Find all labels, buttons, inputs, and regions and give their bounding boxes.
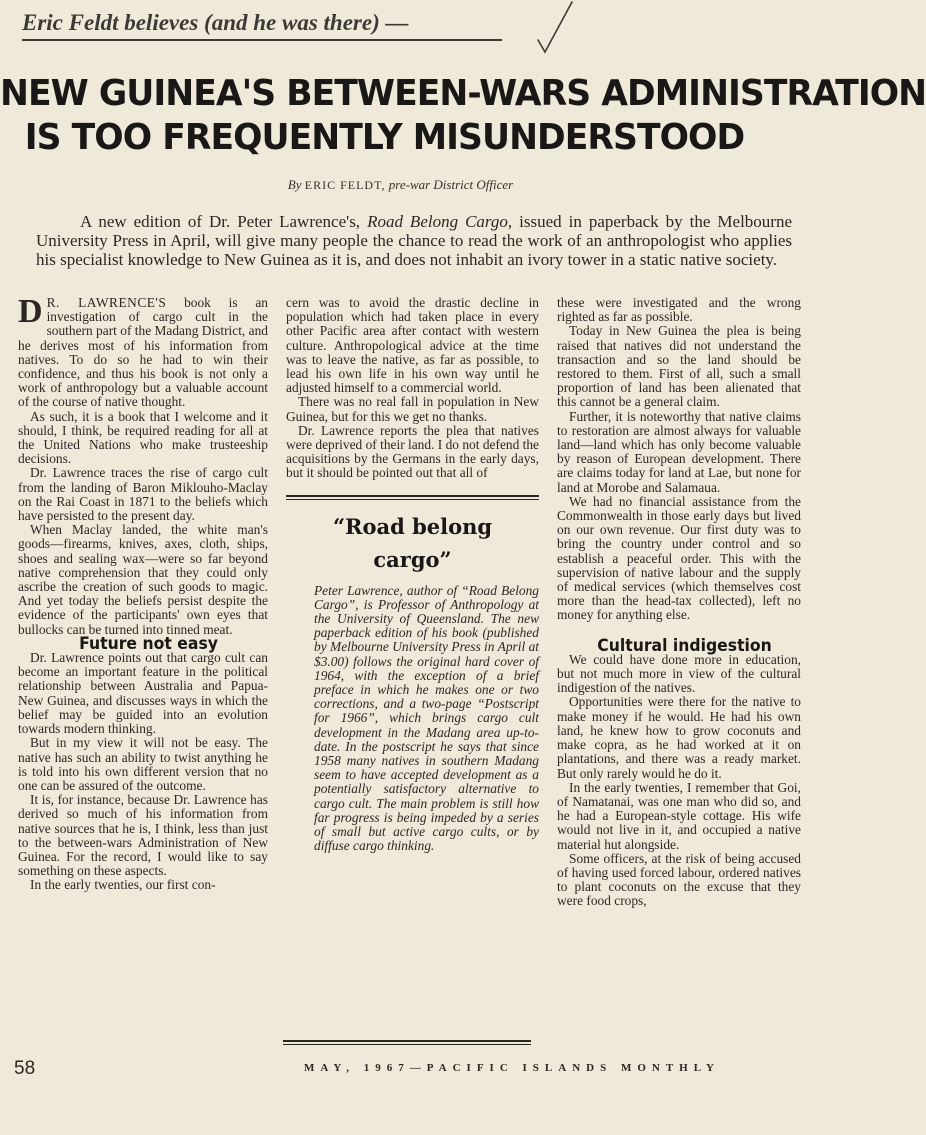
box-paragraph: Peter Lawrence, author of “Road Belong Cargo”, is Professor of Anthropology at the University of Queensland. The new paperback edition of his book (published by Melbourne University Press in April at $3.00) follows the original hard cover of 1964, with the exception of a brief preface in which he makes one or two corrections, and a two-page “Postscript for 1966”, which brings cargo cult development in the Madang area up-to-date. In the postscript he says that since 1958 many natives in southern Madang seem to have accepted development as a potentially satisfactory alternative to cargo cult. The main problem is still how far progress is being impeded by a series of small but active cargo cults, or by diffuse cargo thinking.: [314, 582, 539, 854]
drop-cap: D: [18, 293, 43, 330]
col1-p1-text: book is an investigation of cargo cult in the southern part of the Madang District, and he derives most of his information from natives. To do so he had to win their confidence, and thus his book is not only a work of anthropology but a valuable account of the course of native thought.: [18, 295, 268, 410]
box-title-line-1: “Road belong: [332, 513, 493, 539]
col2-paragraph: There was no real fall in population in New Guinea, but for this we get no thanks.: [286, 394, 539, 424]
col2-paragraph: Dr. Lawrence reports the plea that natives were deprived of their land. I do not defend the acquisitions by the Germans in the early days, but it should be pointed out that all of: [286, 422, 539, 481]
col3-paragraph: Today in New Guinea the plea is being raised that natives did not understand the transaction and so the land should be restored to them. First of all, such a small proportion of land has been alienated that this cannot be a general claim.: [557, 323, 801, 410]
column-3: [557, 296, 801, 909]
col3-paragraph: Opportunities were there for the native to make money if he would. He had his own land, he knew how to grow coconuts and make copra, as he had worked at it on plantations, and there was a ready market. But only rarely would he do it.: [557, 694, 801, 781]
page-footer: [0, 1058, 801, 1080]
col1-paragraph: Dr. Lawrence traces the rise of cargo cult from the landing of Baron Miklouho-Maclay on the Rai Coast in 1871 to the beliefs which have persisted to the present day.: [18, 465, 268, 524]
lead-in-caps: R. LAWRENCE'S: [46, 295, 167, 310]
col1-paragraph: As such, it is a book that I welcome and it should, I think, be required reading for all at the United Nations who make trusteeship decisions.: [18, 408, 268, 467]
col1-paragraph: [18, 293, 268, 410]
intro-text-a: A new edition of Dr. Peter Lawrence's,: [80, 212, 368, 231]
box-title-line-2: cargo”: [373, 546, 452, 572]
col3-paragraph: We could have done more in education, but not much more in view of the cultural indigestion of the natives.: [557, 651, 801, 696]
page-number: 58: [14, 1058, 36, 1079]
col3-paragraph: We had no financial assistance from the Commonwealth in those early days but lived on our own revenue. Our first duty was to bring the country under control and so establish a peaceful order. This with the supervision of native labour and the supply of medical services (which themselves cost more than the head-tax collected), left no money for anything else.: [557, 493, 801, 623]
col3-paragraph: Some officers, at the risk of being accused of having used forced labour, ordered natives to plant coconuts on the excuse that they were food crops,: [557, 850, 801, 909]
col1-paragraph: But in my view it will not be easy. The native has such an ability to twist anything he is told into his own different version that no one can be assured of the outcome.: [18, 735, 268, 793]
handwritten-check-mark: [528, 0, 578, 60]
byline-role: pre-war District Officer: [385, 177, 514, 192]
col3-paragraph: Further, it is noteworthy that native claims to restoration are almost always for valuable land—land which has only become valuable by reason of European development. There are claims today for land at Lae, but none for land at Morobe and Salamaua.: [557, 408, 801, 495]
col3-paragraph: In the early twenties, I remember that Goi, of Namatanai, was one man who did so, and he had a European-style cottage. His wife would not live in it, and occupied a native material hut alongside.: [557, 779, 801, 852]
kicker-line: Eric Feldt believes (and he was there) —: [22, 10, 502, 41]
sidebar-box-text: [286, 584, 539, 854]
subhead-future-not-easy: Future not easy: [79, 633, 218, 654]
col1-paragraph: It is, for instance, because Dr. Lawrence has derived so much of his information from native sources that he is, I think, less than just to the between-wars Administration of New Guinea. For the record, I would like to say something on these aspects.: [18, 792, 268, 879]
col1-paragraph: When Maclay landed, the white man's goods—firearms, knives, axes, cloth, ships, shoes and sealing wax—were so far beyond native comprehension that they could only ascribe the creation of such goods to magic. And yet today the beliefs persist despite the evidence of the participants' own eyes that bullocks can be turned into tinned meat.: [18, 522, 268, 637]
box-top-rule: [286, 495, 539, 500]
byline-by: By: [287, 177, 305, 192]
headline: [0, 72, 926, 160]
byline: [0, 177, 801, 193]
magazine-footer-title: MAY, 1967—PACIFIC ISLANDS MONTHLY: [304, 1062, 720, 1074]
intro-text-b: issued in paperback by the Melbourne University Press in April, will give many people the chance to read the work of an anthropologist who applies his specialist knowledge to New Guinea as it is, and does not inhabit an ivory tower in a static native society.: [36, 212, 792, 269]
sidebar-box-title: [286, 510, 539, 576]
column-1: [18, 293, 268, 893]
col1-paragraph: Dr. Lawrence points out that cargo cult can become an important feature in the political relationship between Australia and Papua-New Guinea, and discusses ways in which the belief may be guided into an evolution towards modern thinking.: [18, 650, 268, 737]
col3-paragraph: these were investigated and the wrong righted as far as possible.: [557, 295, 801, 325]
headline-line-1: NEW GUINEA'S BETWEEN-WARS ADMINISTRATION: [0, 73, 926, 114]
col2-paragraph: cern was to avoid the drastic decline in population which had taken place in every other Pacific area after contact with western culture. Anthropological advice at the time was to leave the native, as far as possible, to lead his own life in his own way until he adjusted himself to a commercial world.: [286, 295, 539, 396]
col1-paragraph: In the early twenties, our first con-: [30, 877, 216, 893]
subhead-cultural-indigestion: Cultural indigestion: [597, 635, 772, 656]
intro-book-title: Road Belong Cargo,: [367, 212, 513, 231]
intro-paragraph: [36, 212, 792, 269]
box-bottom-rule: [283, 1040, 531, 1045]
byline-name: ERIC FELDT,: [304, 178, 386, 192]
headline-line-2: IS TOO FREQUENTLY MISUNDERSTOOD: [24, 117, 745, 158]
column-2: [286, 296, 539, 854]
